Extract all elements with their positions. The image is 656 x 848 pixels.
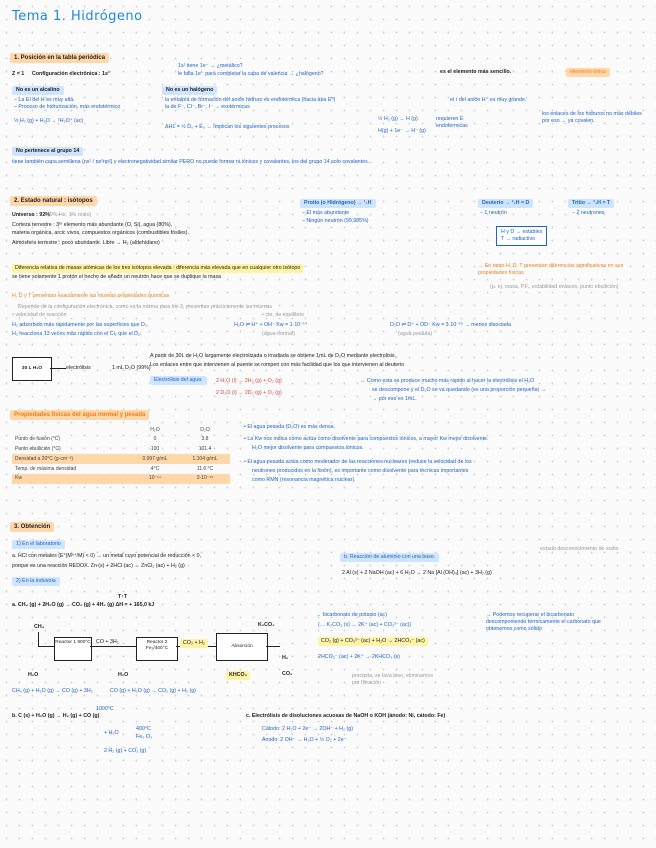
industry-b-product: 2 H₂ (g) + CO₂ (g) (104, 748, 147, 754)
reaction-rate-line-2: H₂ reacciona 13 veces más rápido con el Cl₂ que el D₂. (12, 331, 142, 337)
no-group-14-heading: No pertenece al grupo 14 (12, 147, 83, 156)
potassium-carbonate-label: K₂CO₃ (258, 622, 275, 628)
table-cell: Punto ebullición (°C) (15, 446, 61, 452)
no-alkali-line-1: – La EI del H es muy alta. (14, 97, 75, 103)
methane-arrow (38, 646, 54, 647)
aluminium-note: estado desconocimiento de sodio (540, 546, 619, 552)
protium-line-2: – Ningún neutrón (99,985%) (302, 218, 369, 224)
option-halogen: le falta 1e⁻ para completar la capa de valencia → ¿halógeno? (178, 71, 324, 77)
absorption-unit: Absorción (216, 633, 268, 661)
bicarbonate-note: → bicarbonato de potasio (ac) (316, 612, 387, 618)
no-halogen-line-2: la de F⁻, Cl⁻, Br⁻, I⁻ → exotérmicas (165, 104, 250, 110)
bicarbonate-precipitation: 2HCO₃⁻ (ac) + 2K⁺ → 2KHCO₃ (s) (318, 654, 400, 660)
electrolysis-text-2: Los enlaces entre que intervienen al puente se rompen con más facilidad que los que intervienen al deuterio (150, 362, 405, 368)
industry-b-water: + H₂O (104, 730, 119, 736)
shift-gas-label: CO₂ + H₂ (180, 639, 208, 648)
no-halogen-step-1: ½ H₂ (g) → H (g) (378, 116, 418, 122)
reactor-1-arrow (90, 646, 136, 647)
table-header-row (12, 425, 230, 435)
reactor-2: Reactor 2 Fe₂/400°C (136, 637, 178, 661)
industry-a-sum-2: CO (g) + H₂O (g) → CO₂ (g) + H₂ (g) (110, 688, 196, 694)
physical-properties-examples: (p. ej. masa, P.F., estabilidad enlaces, punto ebullición) (490, 284, 619, 290)
deuterium-line-1: – 1 neutrón (480, 210, 507, 216)
reactor-1: Reactor 1 900°C (54, 637, 92, 661)
electron-config: Configuración electrónica : 1s¹ (32, 71, 110, 77)
stability-line-2: T → radiactivo (501, 236, 536, 243)
table-cell: 3·10⁻¹⁵ (180, 474, 230, 484)
electrolysis-arrow (50, 368, 66, 369)
lab-line-2: porque es una reacción REDOX. Zn (s) + 2HCl (ac) → ZnCl₂ (ac) + H₂ (g) (12, 563, 185, 569)
table-row (12, 445, 230, 455)
group-14-text: tiene también capa semillena (ns¹ / ns²np²) y electronegatividad similar PERO no puede formar ni iónicos y covalentes, los del grupo 14 solo covalentes. (12, 159, 370, 165)
table-row (12, 474, 230, 484)
endothermic-note: requieren E endotérmicas (436, 116, 468, 130)
lab-line-1: a. HCl con metales (E°(Mⁿ⁺/M) < 0) → un metal cuyo potencial de reducción < 0, (12, 553, 202, 559)
industry-a-temperature: T↑T (118, 594, 128, 600)
tritium-line-1: – 2 neutrones (572, 210, 605, 216)
water-electrolysis-note-1: → Como esta se produce mucho más rápido al hacer la electrólisis el H₂O (360, 378, 535, 384)
table-cell: Temp. de máxima densidad (15, 465, 77, 472)
props-note-5: neutrones producidos en la fisión), es importante como disolvente para técnicas importantes (252, 468, 469, 474)
universe-extra: (9% He, 1% resto) (48, 212, 92, 218)
props-note-1: • El agua pesada (D₂O) es más densa. (244, 424, 336, 430)
section-1-heading: 1. Posición en la tabla periódica (10, 53, 109, 63)
table-row (12, 464, 230, 474)
no-alkali-line-2: – Proceso de hidrurización, más endotérmico (14, 104, 121, 110)
water-properties-heading: Propiedades físicas del agua normal y pesada (10, 410, 149, 420)
physical-properties-note: → En tanto H, D, T presentan diferencias significativas en sus propiedades físicas (478, 263, 624, 277)
table-cell: 0 (153, 436, 157, 443)
chemical-properties-note: Depende de la configuración electrónica, como es la misma para los 3, presentan prácticamente las mismas (18, 304, 273, 310)
chemical-properties-heading: H, D y T presentan exactamente las mismas propiedades químicas (12, 293, 170, 299)
water-electrolysis-note-2: se descompone y el D₂O se va quedando (es una proporción pequeña) → (372, 387, 547, 393)
water-input-2: H₂O (118, 672, 129, 678)
table-cell: 1.104 g/mL (180, 454, 230, 464)
equilibrium-d2o-label: (agua pesada) (398, 331, 433, 337)
stability-line-1: H y D → estables (501, 229, 543, 235)
props-note-3: H₂O mejor disolvente para compuestos iónicos. (252, 445, 364, 451)
reaction-rate-line-1: H₂ adsorbido más rápidamente por las superficies que D₂. (12, 322, 149, 328)
mass-difference-line-1: Diferencia relativa de masas atómicas de los tres isótopos elevada : diferencia más elevada que en cualquier otro isótopo (12, 264, 303, 273)
hydride-radius-note: el r del anión H⁻ es muy grande. (450, 97, 527, 103)
section-2-heading: 2. Estado natural : isótopos (10, 196, 97, 206)
option-metallic: 1s¹ tiene 1e⁻ → ¿metálico? (178, 63, 243, 69)
page-title: Tema 1. Hidrógeno (12, 9, 143, 24)
water-volume-box: 30 L H₂O (12, 357, 52, 381)
simplest-element: es el elemento más sencillo. (440, 69, 512, 75)
unique-element-label: elemento único (566, 68, 610, 77)
table-cell: 101.4 (198, 446, 212, 452)
recovery-note: → Podemos recuperar el bicarbonato descomponiendo térmicamente el carbonato que obtenemos como sólido (486, 612, 601, 633)
carbonate-dissociation: (… K₂CO₃ (s) → 2K⁺ (ac) + CO₃²⁻ (ac)) (318, 622, 412, 628)
carbonate-reaction: CO₂ (g) + CO₃²⁻ (ac) + H₂O → 2HCO₃⁻ (ac) (318, 637, 428, 646)
no-alkali-line-3: ½ H₂ (g) + H₂O → ²H₂O⁺ (ac) (14, 118, 84, 124)
no-alkali-heading: No es un alcalino (12, 86, 64, 95)
water-properties-table (12, 425, 230, 484)
equilibrium-heading: • cte. de equilibrio (262, 312, 304, 318)
no-halogen-heading: No es un halógeno (162, 86, 217, 95)
stability-box (496, 226, 547, 246)
table-cell: 10⁻¹⁴ (130, 474, 180, 484)
water-electrolysis-h2o: 2 H₂O (l) → 2H₂ (g) + O₂ (g) (216, 378, 282, 384)
industry-b-catalyst: Fe₂ O₃ (136, 734, 152, 740)
tritium-heading: Tritio → ³₁H = T (568, 199, 614, 208)
deuterium-heading: Deuterio → ²₁H = D (478, 199, 533, 208)
section-3-heading: 3. Obtención (10, 522, 54, 532)
absorption-arrow (266, 646, 280, 647)
props-note-4: • El agua pesada actúa como moderador de las reacciones nucleares (reduce la velocidad de los (244, 459, 472, 465)
industry-a-reaction: a. CH₄ (g) + 2H₂O (g) → CO₂ (g) + 4H₂ (g) ΔH = + 165,0 kJ (12, 602, 155, 608)
table-cell: 100 (150, 446, 160, 452)
electrolysis-text-1: A partir de 30L de H₂O largamente electrolizada o irradiada se obtiene 1mL de D₂O mediante electrolisis. (150, 353, 397, 359)
equilibrium-h2o: H₂O ⇌ H⁺ + OH⁻ Kw = 1·10⁻¹⁴ (234, 322, 308, 328)
water-electrolysis-d2o: 2 D₂O (l) → 2D₂ (g) + O₂ (g) (216, 390, 282, 396)
cathode-reaction: Cátodo: 2 H₂O + 2e⁻ → 2OH⁻ + H₂ (g) (262, 726, 353, 732)
electrolysis-label: electrólisis (66, 365, 91, 371)
industry-b-catalyst-temp: 400°C (136, 726, 151, 732)
table-cell: 11.6 °C (196, 465, 214, 472)
table-cell: 0.997 g/mL (130, 454, 180, 464)
hydrogen-output: H₂ (282, 655, 289, 661)
industry-b-temperature: 1000°C (96, 706, 114, 712)
lab-heading: 1) En el laboratorio (12, 540, 65, 549)
props-note-2: • La Kw nos indica como actúa como disolvente para compuestos iónicos, a mayor Kw mejor disolvente. (244, 436, 489, 442)
reaction-rate-heading: • velocidad de reacción (12, 312, 67, 318)
table-cell: Densidad a 20°C (g·cm⁻³) (12, 454, 130, 464)
atomic-number: Z = 1 (12, 71, 25, 77)
crust-line-1: Corteza terrestre : 3ᵉʳ elemento más abundante (O, Si), agua (80%), (12, 222, 173, 228)
protium-line-1: – El más abundante (302, 210, 350, 216)
props-note-6: como RMN (resonancia magnética nuclear). (252, 477, 356, 483)
hydride-bond-note: los enlaces de los hidruros no más débiles por eso → ya covalen. (542, 111, 642, 125)
table-cell: Punto de fusión (°C) (15, 436, 61, 443)
no-halogen-line-3: ΔH1 = ½ D₀ + E₀ → Implican los siguientes procesos (165, 124, 290, 130)
no-halogen-line-1: la entalpía de formación del anión hidruro es endotérmica (hacia aba E⁰) (165, 97, 336, 103)
table-header-cell (12, 425, 130, 435)
table-row (12, 454, 230, 464)
equilibrium-h2o-label: (agua normal) (262, 331, 295, 337)
syngas-label: CO + 3H₂ (96, 639, 119, 645)
water-electrolysis-note-3: → por eso es 1mL. (372, 396, 417, 402)
crust-line-2: materia orgánica, arcic vivos, compuestos orgánicos (combustibles fósiles). (12, 230, 189, 236)
table-cell: Kw (12, 474, 130, 484)
no-halogen-step-2: H(g) + 1e⁻ → H⁻ (g) (378, 128, 426, 134)
table-header-cell: H₂O (150, 426, 160, 433)
methane-input: CH₄ (34, 624, 45, 630)
mass-difference-line-2: se tiene solamente 1 protón el hecho de añadir un neutrón hace que se duplique la masa (12, 274, 222, 280)
water-electrolysis-heading: Electrólisis del agua: (150, 376, 207, 385)
equilibrium-d2o: D₂O ⇌ D⁺ + OD⁻ Kw = 3·10⁻¹⁵ → menos disociada (390, 322, 511, 328)
table-row (12, 435, 230, 445)
aluminium-heading: b. Reacción de aluminio con una base. (340, 553, 439, 562)
table-cell: 3.8 (201, 436, 209, 443)
co2-output: CO₂ (282, 671, 293, 677)
bicarbonate-label: KHCO₃ (226, 671, 250, 680)
universe-abundance: Universo : 92% (12, 212, 50, 218)
protium-heading: Protio (o Hidrógeno) → ¹₁H (300, 199, 376, 208)
anode-reaction: Ánodo: 2 OH⁻ → H₂O + ½ O₂ + 2e⁻ (262, 737, 347, 743)
methane-input-line (38, 632, 39, 646)
filtration-note: precipita, se lava bien, eliminamos por filtración (352, 673, 433, 687)
heavy-water-output: 1 mL D₂O (99%) (112, 365, 151, 371)
industry-c-heading: c. Electrólisis de disoluciones acuosas de NaOH o KOH (ánodo: Ni, cátodo: Fe) (246, 713, 446, 719)
table-cell: 4°C (150, 465, 160, 472)
industry-a-sum-1: CH₄ (g) + H₂O (g) → CO (g) + 3H₂ (12, 688, 93, 694)
aluminium-reaction: 2 Al (s) + 2 NaOH (ac) + 6 H₂O → 2 Na [Al (OH)₄] (ac) + 3H₂ (g) (342, 570, 492, 576)
industry-b-reaction: b. C (s) + H₂O (g) → H₂ (g) + CO (g) (12, 713, 100, 719)
table-header-cell: D₂O (200, 426, 210, 433)
water-input-1: H₂O (28, 672, 39, 678)
industry-heading: 2) En la industria (12, 577, 60, 586)
atmosphere-line: Atmósfera terrestre : poco abundante. Libre → H₂ (aldehídano) (12, 240, 160, 246)
